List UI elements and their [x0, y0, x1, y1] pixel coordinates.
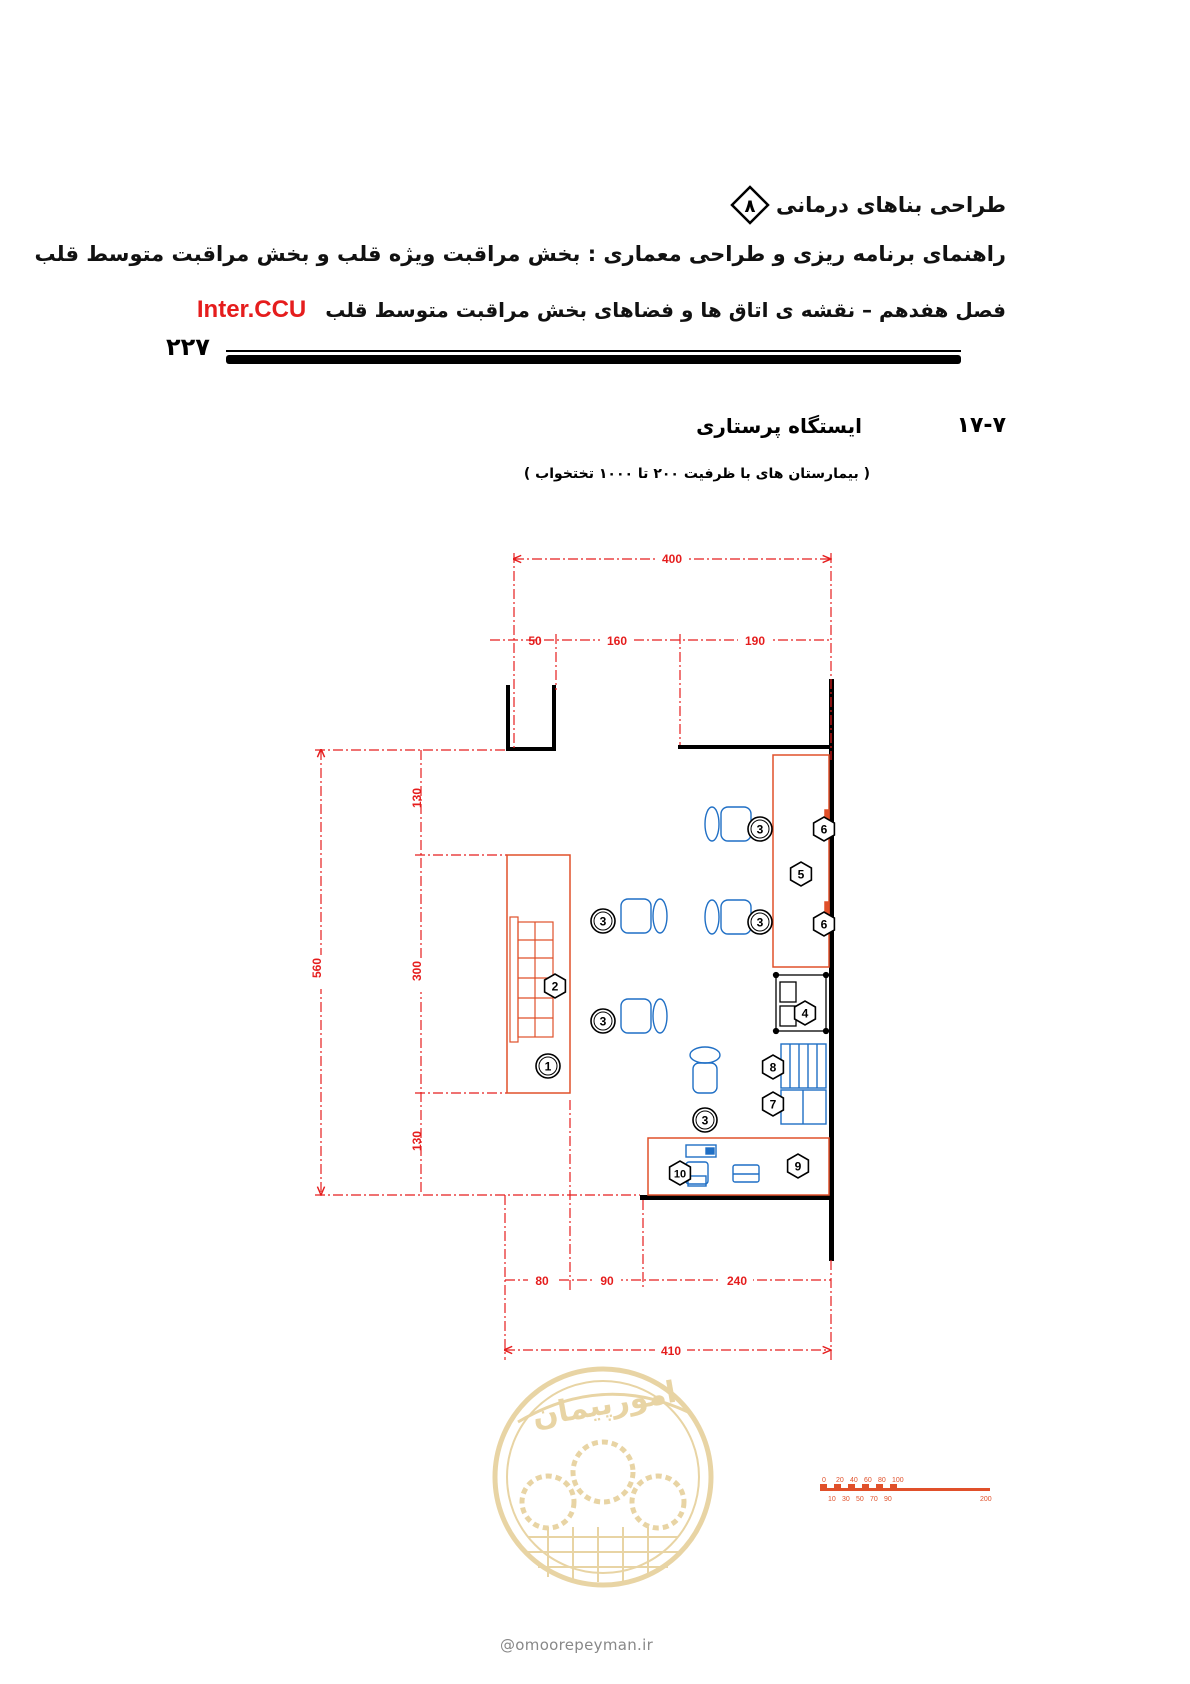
- scale-top-label: 100: [892, 1477, 904, 1484]
- chapter-title-text: فصل هفدهم – نقشه ی اتاق ها و فضاهای بخش مراقبت متوسط قلب: [325, 298, 1006, 322]
- watermark-logo: [488, 1352, 718, 1602]
- svg-text:2: 2: [551, 979, 559, 994]
- chair-2: [705, 900, 751, 934]
- dim-top-seg-3: 190: [744, 634, 766, 648]
- chair-5: [690, 1047, 720, 1093]
- series-number: ۸: [744, 196, 756, 217]
- svg-text:5: 5: [797, 867, 805, 882]
- chair-4: [621, 999, 667, 1033]
- keyboard-tray: [733, 1165, 759, 1182]
- scale-bottom-label: 30: [842, 1496, 850, 1503]
- chair-3: [621, 899, 667, 933]
- scale-top-label: 60: [864, 1477, 872, 1484]
- svg-text:8: 8: [769, 1060, 777, 1075]
- svg-text:3: 3: [756, 915, 764, 930]
- chair-1: [705, 807, 751, 841]
- svg-text:6: 6: [820, 822, 828, 837]
- dim-left-seg-2: 300: [410, 960, 424, 982]
- svg-text:1: 1: [544, 1059, 552, 1074]
- scale-top-label: 20: [836, 1477, 844, 1484]
- item-tag-5: [791, 862, 812, 886]
- item-tag-6: [814, 912, 835, 936]
- svg-text:6: 6: [820, 917, 828, 932]
- scale-bottom-label: 10: [828, 1496, 836, 1503]
- guide-title: راهنمای برنامه ریزی و طراحی معماری : بخش مراقبت ویژه قلب و بخش مراقبت متوسط قلب: [34, 242, 1006, 266]
- dim-left-seg-3: 130: [410, 1130, 424, 1152]
- item-tag-4: [795, 1001, 816, 1025]
- wall-top-left-b: [552, 685, 556, 751]
- svg-text:9: 9: [794, 1159, 802, 1174]
- dim-bottom-seg-1: 80: [535, 1274, 549, 1288]
- svg-text:3: 3: [599, 1014, 607, 1029]
- section-number: ۱۷-۷: [956, 413, 1006, 438]
- dim-bottom-seg-3: 240: [726, 1274, 748, 1288]
- svg-text:4: 4: [801, 1006, 809, 1021]
- item-tag-3: [748, 817, 772, 841]
- item-tag-9: [788, 1154, 809, 1178]
- svg-text:7: 7: [769, 1097, 777, 1112]
- item-tag-3: [748, 910, 772, 934]
- wall-top-right: [678, 745, 831, 749]
- dim-top-seg-2: 160: [606, 634, 628, 648]
- scale-bar: [820, 1470, 1000, 1510]
- page-number: ۲۲۷: [166, 333, 210, 361]
- dim-top-total: 400: [661, 552, 683, 566]
- wall-top-left-stub: [506, 685, 510, 750]
- scale-bottom-label: 70: [870, 1496, 878, 1503]
- svg-text:3: 3: [701, 1113, 709, 1128]
- item-tag-6: [814, 817, 835, 841]
- item-tag-8: [763, 1055, 784, 1079]
- series-title-text: طراحی بناهای درمانی: [776, 193, 1006, 217]
- dim-left-seg-1: 130: [410, 787, 424, 809]
- computer-monitor: [686, 1145, 716, 1157]
- wall-top-left-a: [506, 747, 554, 751]
- file-cabinet-8: [781, 1044, 826, 1088]
- item-tag-1: [536, 1054, 560, 1078]
- scale-top-label: 40: [850, 1477, 858, 1484]
- svg-text:امورپیمان: امورپیمان: [529, 1374, 680, 1435]
- dim-top-seg-1: 50: [528, 634, 542, 648]
- item-tag-3: [591, 909, 615, 933]
- item-tag-7: [763, 1092, 784, 1116]
- item-tag-3: [591, 1009, 615, 1033]
- blue-furniture: [621, 807, 826, 1186]
- scale-bottom-label: 200: [980, 1496, 992, 1503]
- scale-top-label: 80: [878, 1477, 886, 1484]
- svg-text:10: 10: [673, 1168, 687, 1181]
- section-title: ایستگاه پرستاری: [696, 414, 862, 438]
- chair-group: [621, 807, 751, 1093]
- section-subtitle: ( بیمارستان های با ظرفیت ۲۰۰ تا ۱۰۰۰ تختخواب ): [523, 466, 870, 482]
- scale-bottom-label: 50: [856, 1496, 864, 1503]
- svg-text:3: 3: [599, 914, 607, 929]
- item-tags: [536, 817, 834, 1185]
- scale-top-label: 0: [822, 1477, 826, 1484]
- watermark-site: @omoorepeyman.ir: [500, 1636, 654, 1654]
- dim-left-total: 560: [310, 957, 324, 979]
- counter-right: [773, 755, 829, 967]
- counter-left: [507, 855, 570, 1093]
- dimension-labels: [310, 552, 772, 1358]
- dim-bottom-total: 410: [660, 1344, 682, 1358]
- item-tag-2: [545, 974, 566, 998]
- item-tag-10: [670, 1161, 691, 1185]
- chapter-tag: Inter.CCU: [196, 296, 307, 323]
- dim-bottom-seg-2: 90: [600, 1274, 614, 1288]
- dimension-lines: [315, 553, 831, 1360]
- locker-7: [781, 1090, 826, 1124]
- scale-bottom-label: 90: [884, 1496, 892, 1503]
- item-tag-3: [693, 1108, 717, 1132]
- svg-text:3: 3: [756, 822, 764, 837]
